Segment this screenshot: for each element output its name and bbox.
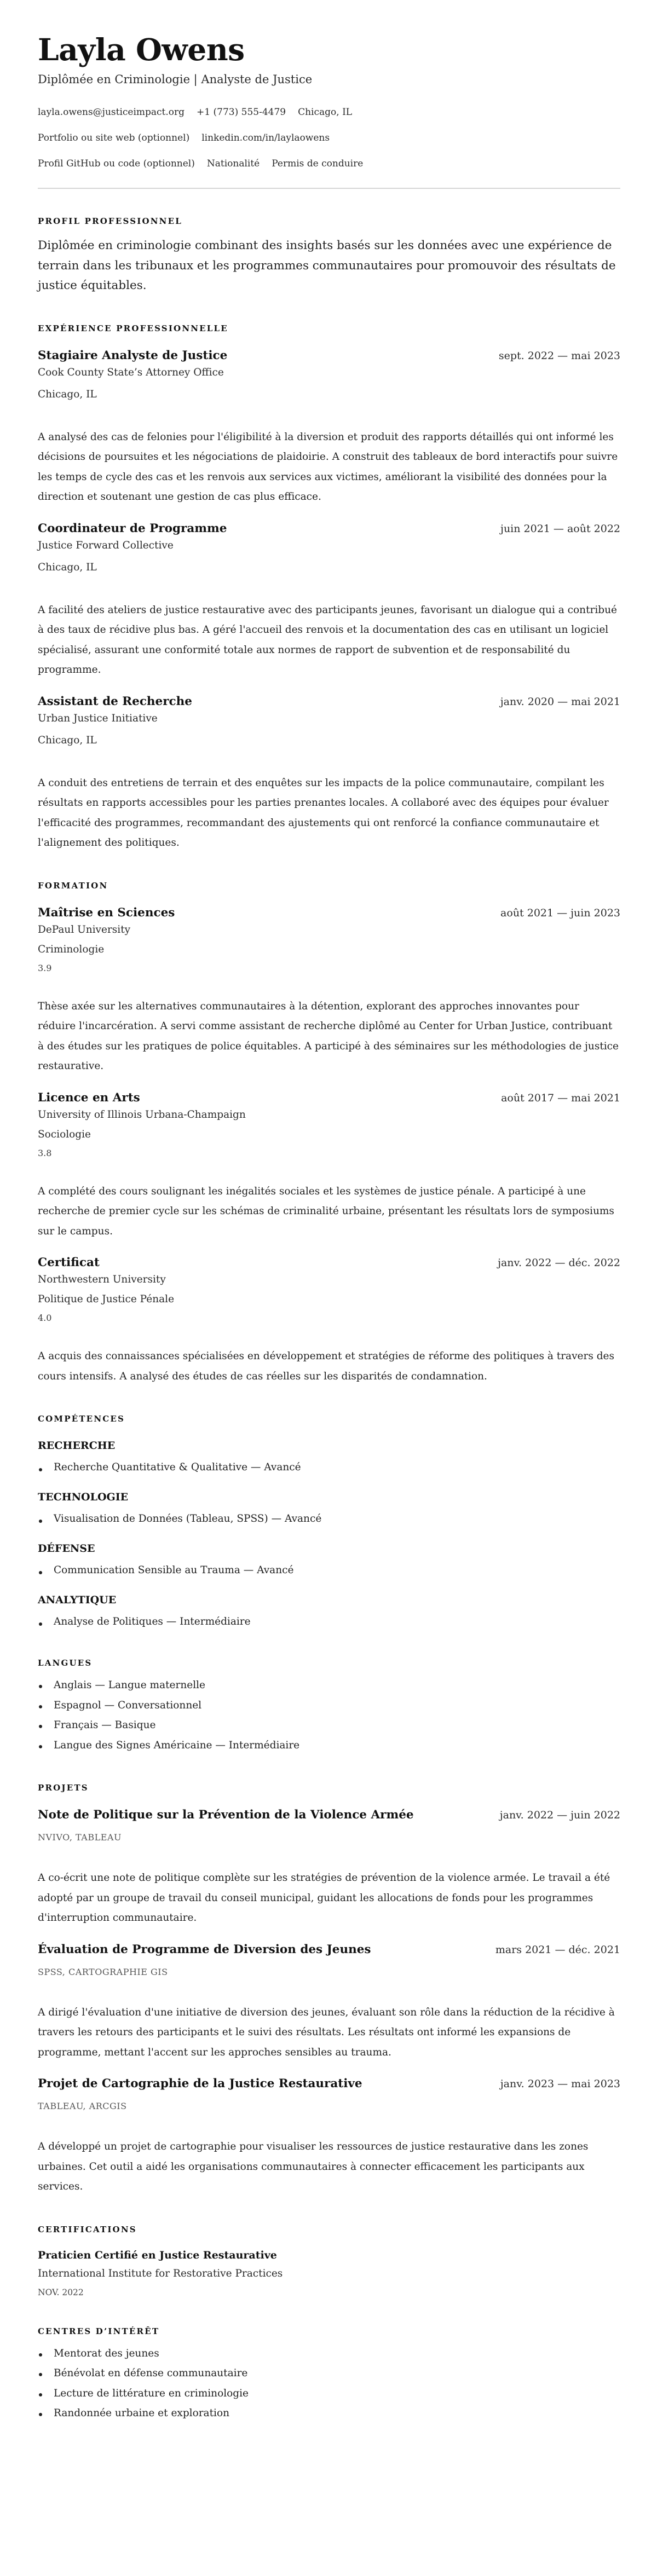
certifications-section <box>38 2223 620 2299</box>
education-dates: août 2017 — mai 2021 <box>501 1091 620 1104</box>
resume-header <box>38 32 620 189</box>
project-title: Note de Politique sur la Prévention de la Violence Armée <box>38 1808 414 1822</box>
education-dates: janv. 2022 — déc. 2022 <box>498 1257 620 1269</box>
gpa: 3.9 <box>38 962 52 973</box>
employer: Justice Forward Collective <box>38 539 174 551</box>
degree: Maîtrise en Sciences <box>38 905 175 920</box>
project-dates: janv. 2023 — mai 2023 <box>500 2078 620 2090</box>
section-title-interests: CENTRES D’INTÉRÊT <box>38 2326 160 2336</box>
degree: Certificat <box>38 1256 100 1270</box>
school: DePaul University <box>38 923 131 935</box>
education-item <box>38 1255 620 1387</box>
project-description: A développé un projet de cartographie pour visualiser les ressources de justice restaurative dans les zones urbaines. Cet outil a aidé les organisations communautaires à connecter efficacement les participants aux services. <box>38 2141 589 2193</box>
skill-item: Visualisation de Données (Tableau, SPSS) — Avancé <box>38 1510 620 1528</box>
job-location: Chicago, IL <box>38 561 97 573</box>
education-description: Thèse axée sur les alternatives communautaires à la détention, explorant des approches innovantes pour réduire l'incarcération. A servi comme assistant de recherche diplômé au Center for Urban Justice, contribuant à des études sur les pratiques de police équitables. A participé à des séminaires sur les méthodologies de justice restaurative. <box>38 1000 619 1072</box>
certification-issuer: International Institute for Restorative Practices <box>38 2267 283 2279</box>
project-tech: TABLEAU, ARCGIS <box>38 2101 127 2112</box>
field-of-study: Criminologie <box>38 943 105 955</box>
job-location: Chicago, IL <box>38 734 97 746</box>
experience-section <box>38 322 620 853</box>
section-title-projects: PROJETS <box>38 1783 89 1793</box>
project-item <box>38 1807 620 1928</box>
experience-item <box>38 348 620 507</box>
skill-category <box>38 1592 620 1631</box>
contact-row-2 <box>38 125 620 151</box>
school: University of Illinois Urbana-Champaign <box>38 1108 246 1120</box>
certification-title: Praticien Certifié en Justice Restaurative <box>38 2249 277 2261</box>
certification-date: NOV. 2022 <box>38 2287 84 2297</box>
education-dates: août 2021 — juin 2023 <box>500 906 620 919</box>
gpa: 4.0 <box>38 1313 52 1324</box>
field-of-study: Sociologie <box>38 1128 91 1140</box>
project-dates: janv. 2022 — juin 2022 <box>499 1809 620 1822</box>
project-title: Évaluation de Programme de Diversion des Jeunes <box>38 1942 371 1956</box>
project-item <box>38 2076 620 2197</box>
driving-license: Permis de conduire <box>272 158 364 169</box>
interests-section <box>38 2325 620 2424</box>
section-title-summary: PROFIL PROFESSIONNEL <box>38 216 182 226</box>
degree: Licence en Arts <box>38 1090 140 1105</box>
language-item: Français — Basique <box>38 1716 620 1736</box>
project-description: A co-écrit une note de politique complète sur les stratégies de prévention de la violence armée. Le travail a été adopté par un groupe de travail du conseil municipal, guidant les allocations de fonds pour les programmes d'interruption communautaire. <box>38 1872 610 1924</box>
language-item: Anglais — Langue maternelle <box>38 1676 620 1696</box>
education-description: A complété des cours soulignant les inégalités sociales et les systèmes de justice pénale. A participé à une recherche de premier cycle sur les schémas de criminalité urbaine, présentant les résultats lors de symposiums sur le campus. <box>38 1185 614 1237</box>
summary-text: Diplômée en criminologie combinant des insights basés sur les données avec une expérience de terrain dans les tribunaux et les programmes communautaires pour promouvoir des résultats de justice équitables. <box>38 239 616 293</box>
interest-item: Mentorat des jeunes <box>38 2344 620 2364</box>
skill-category <box>38 1489 620 1528</box>
section-title-skills: COMPÉTENCES <box>38 1414 125 1424</box>
contact-row-3 <box>38 151 620 177</box>
skills-section <box>38 1413 620 1631</box>
skill-category <box>38 1438 620 1476</box>
skill-item: Analyse de Politiques — Intermédiaire <box>38 1613 620 1631</box>
section-title-education: FORMATION <box>38 880 108 891</box>
project-tech: SPSS, CARTOGRAPHIE GIS <box>38 1966 168 1977</box>
skill-category-title: RECHERCHE <box>38 1440 116 1452</box>
employer: Urban Justice Initiative <box>38 712 158 724</box>
header-divider <box>38 188 620 189</box>
candidate-name: Layla Owens <box>38 32 245 67</box>
skill-category-title: DÉFENSE <box>38 1543 95 1555</box>
job-description: A facilité des ateliers de justice restaurative avec des participants jeunes, favorisant un dialogue qui a contribué à des taux de récidive plus bas. A géré l'accueil des renvois et la documentation des cas en utilisant un logiciel spécialisé, assurant une conformité totale aux normes de rapport de subvention et de responsabilité du programme. <box>38 604 617 676</box>
contact-row-1 <box>38 100 620 125</box>
job-description: A analysé des cas de felonies pour l'éligibilité à la diversion et produit des rapports détaillés qui ont informé les décisions de poursuites et les négociations de plaidoirie. A construit des tableaux de bord interactifs pour suivre les temps de cycle des cas et les renvois aux services aux victimes, améliorant la visibilité des données pour la direction et soutenant une gestion de cas plus efficace. <box>38 431 618 503</box>
experience-item <box>38 694 620 853</box>
location: Chicago, IL <box>298 107 353 118</box>
job-location: Chicago, IL <box>38 388 97 400</box>
linkedin-link[interactable]: linkedin.com/in/laylaowens <box>201 132 330 143</box>
github-link[interactable]: Profil GitHub ou code (optionnel) <box>38 158 195 169</box>
job-description: A conduit des entretiens de terrain et des enquêtes sur les impacts de la police communautaire, compilant les résultats en rapports accessibles pour les parties prenantes locales. A collaboré avec des équipes pour évaluer l'efficacité des programmes, recommandant des ajustements qui ont renforcé la confiance communautaire et l'alignement des politiques. <box>38 777 609 849</box>
email-link[interactable]: layla.owens@justiceimpact.org <box>38 107 185 118</box>
interest-item: Lecture de littérature en criminologie <box>38 2384 620 2404</box>
section-title-languages: LANGUES <box>38 1658 93 1668</box>
job-title: Coordinateur de Programme <box>38 521 227 535</box>
job-dates: janv. 2020 — mai 2021 <box>500 695 620 708</box>
portfolio-link[interactable]: Portfolio ou site web (optionnel) <box>38 132 190 143</box>
languages-section <box>38 1657 620 1755</box>
section-title-certifications: CERTIFICATIONS <box>38 2224 137 2234</box>
skill-item: Recherche Quantitative & Qualitative — Avancé <box>38 1459 620 1476</box>
job-dates: juin 2021 — août 2022 <box>500 522 620 535</box>
skill-category <box>38 1541 620 1579</box>
skill-item: Communication Sensible au Trauma — Avancé <box>38 1562 620 1579</box>
interest-item: Randonnée urbaine et exploration <box>38 2404 620 2424</box>
field-of-study: Politique de Justice Pénale <box>38 1293 175 1306</box>
job-title: Assistant de Recherche <box>38 694 192 708</box>
job-title: Stagiaire Analyste de Justice <box>38 348 228 362</box>
education-section <box>38 880 620 1387</box>
experience-item <box>38 521 620 680</box>
language-item: Langue des Signes Américaine — Intermédiaire <box>38 1736 620 1756</box>
job-dates: sept. 2022 — mai 2023 <box>498 349 620 362</box>
education-item <box>38 905 620 1077</box>
projects-section <box>38 1782 620 2197</box>
gpa: 3.8 <box>38 1147 52 1158</box>
employer: Cook County State’s Attorney Office <box>38 366 224 378</box>
education-description: A acquis des connaissances spécialisées en développement et stratégies de réforme des politiques à travers des cours intensifs. A analysé des études de cas réelles sur les disparités de condamnation. <box>38 1350 614 1382</box>
project-description: A dirigé l'évaluation d'une initiative de diversion des jeunes, évaluant son rôle dans la réduction de la récidive à travers les retours des participants et le suivi des résultats. Les résultats ont informé les expansions de programme, mettant l'accent sur les approches sensibles au trauma. <box>38 2006 615 2058</box>
school: Northwestern University <box>38 1274 166 1286</box>
section-title-experience: EXPÉRIENCE PROFESSIONNELLE <box>38 323 228 333</box>
skill-category-title: TECHNOLOGIE <box>38 1491 129 1504</box>
project-item <box>38 1942 620 2063</box>
skill-category-title: ANALYTIQUE <box>38 1594 117 1607</box>
candidate-headline: Diplômée en Criminologie | Analyste de Justice <box>38 73 313 86</box>
interest-item: Bénévolat en défense communautaire <box>38 2364 620 2384</box>
education-item <box>38 1090 620 1242</box>
language-item: Espagnol — Conversationnel <box>38 1696 620 1716</box>
nationality: Nationalité <box>206 158 260 169</box>
summary-section <box>38 215 620 296</box>
certification-item <box>38 2248 620 2299</box>
project-title: Projet de Cartographie de la Justice Restaurative <box>38 2077 362 2091</box>
contact-info <box>38 100 620 177</box>
project-dates: mars 2021 — déc. 2021 <box>495 1943 620 1956</box>
project-tech: NVIVO, TABLEAU <box>38 1832 122 1843</box>
phone-number[interactable]: +1 (773) 555-4479 <box>197 107 286 118</box>
